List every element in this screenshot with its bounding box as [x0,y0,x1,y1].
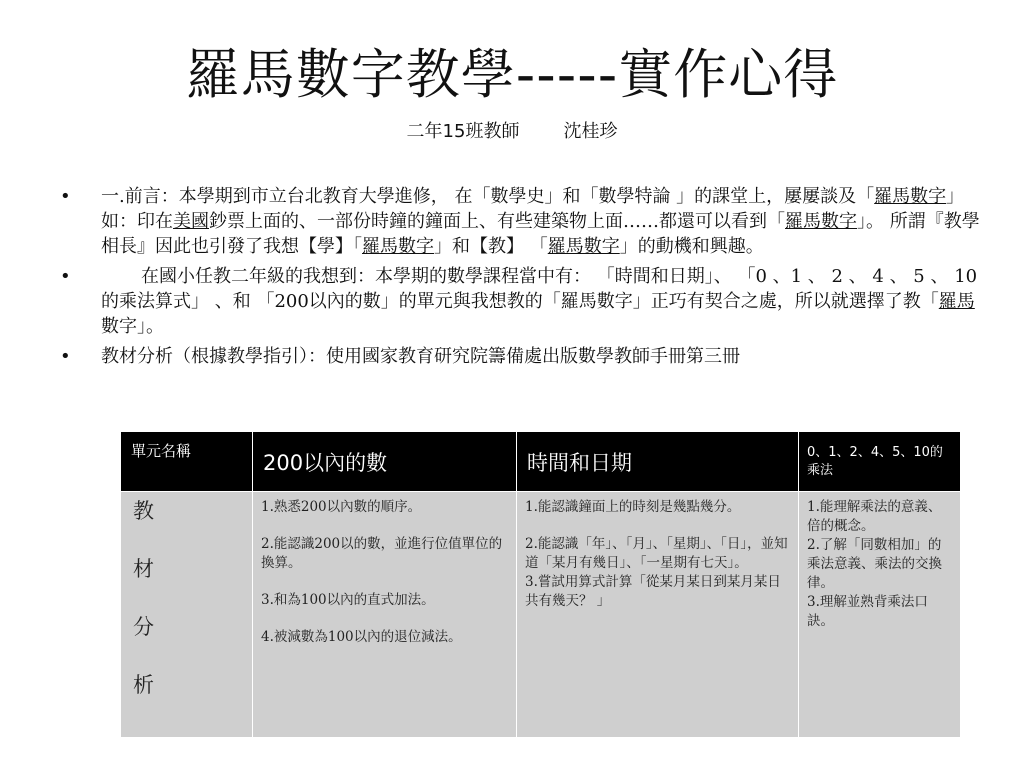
cell-line: 1.能理解乘法的意義、倍的概念。 [807,499,942,534]
cell-time-date [517,492,799,738]
underlined-term: 羅馬數字 [362,236,434,257]
analysis-table [120,431,961,738]
cell-line: 4.被減數為100以內的退位減法。 [261,629,462,645]
cell-line: 1.熟悉200以內數的順序。 [261,499,422,515]
cell-line: 1.能認識鐘面上的時刻是幾點幾分。 [525,499,741,515]
header-time-date: 時間和日期 [517,432,799,492]
header-numbers-200: 200以內的數 [253,432,517,492]
table-row [121,492,961,738]
slide-title: 羅馬數字教學-----實作心得 [185,43,839,106]
cell-line: 2.能認識「年」、「月」、「星期」、「日」，並知道「某月有幾日」、「一星期有七天」。 [525,536,788,571]
table-header-row [121,432,961,492]
bullet-text: 」如：印在 [101,186,965,232]
header-unit-name: 單元名稱 [121,432,253,492]
side-label-char: 分 [133,615,154,639]
cell-line: 3.嘗試用算式計算「從某月某日到某月某日共有幾天？ 」 [525,574,781,609]
subtitle-class: 二年15班教師 [406,121,520,142]
cell-line: 2.能認識200以的數，並進行位值單位的換算。 [261,536,503,571]
bullet-marker: • [60,266,71,287]
bullet-text: 鈔票上面的、一部份時鐘的鐘面上、有些建築物上面……都還可以看到「 [209,211,785,232]
bullet-text: 」和【教】 「 [434,236,548,257]
side-label-char: 析 [133,673,154,697]
subtitle [0,120,1024,144]
subtitle-teacher: 沈桂珍 [563,121,618,142]
bullet-list [60,184,990,374]
cell-line: 2.了解「同數相加」的乘法意義、乘法的交換律。 [807,537,942,591]
cell-line: 3.和為100以內的直式加法。 [261,592,435,608]
cell-multiplication [799,492,961,738]
underlined-term: 羅馬數字 [785,211,857,232]
side-label-material-analysis [121,492,253,738]
cell-numbers-200 [253,492,517,738]
bullet-item-curriculum [60,264,990,339]
underlined-term: 美國 [173,211,209,232]
side-label-char: 教 [133,499,154,523]
bullet-text: 在國小任教二年級的我想到：本學期的數學課程當中有： 「時間和日期」、 「0 、1 、 2 、 4 、 5 、 10的乘法算式」 、和 「200以內的數」的單元與我想教的「羅馬數字」正巧有契合之處，所以就選擇了教「 [101,266,978,312]
bullet-text: 一.前言：本學期到市立台北教育大學進修， 在「數學史」和「數學特論 」的課堂上，屢屢談及「 [101,186,875,207]
underlined-term: 羅馬 [938,291,975,312]
underlined-term: 羅馬數字 [874,186,947,207]
bullet-item-intro [60,184,990,259]
bullet-text: 」。 所謂『教學相長』因此也引發了我想【學】「 [101,211,980,257]
bullet-marker: • [60,346,71,367]
side-label-char: 材 [133,557,154,581]
bullet-item-analysis [60,344,990,369]
bullet-text: 教材分析（根據教學指引）：使用國家教育研究院籌備處出版數學教師手冊第三冊 [101,346,740,367]
bullet-marker: • [60,186,71,207]
header-multiplication: 0、1、2、4、5、10的乘法 [799,432,961,492]
bullet-text: 」的動機和興趣。 [619,236,764,257]
bullet-text: 數字」。 [101,316,164,337]
underlined-term: 羅馬數字 [547,236,620,257]
cell-line: 3.理解並熟背乘法口訣。 [807,594,928,629]
